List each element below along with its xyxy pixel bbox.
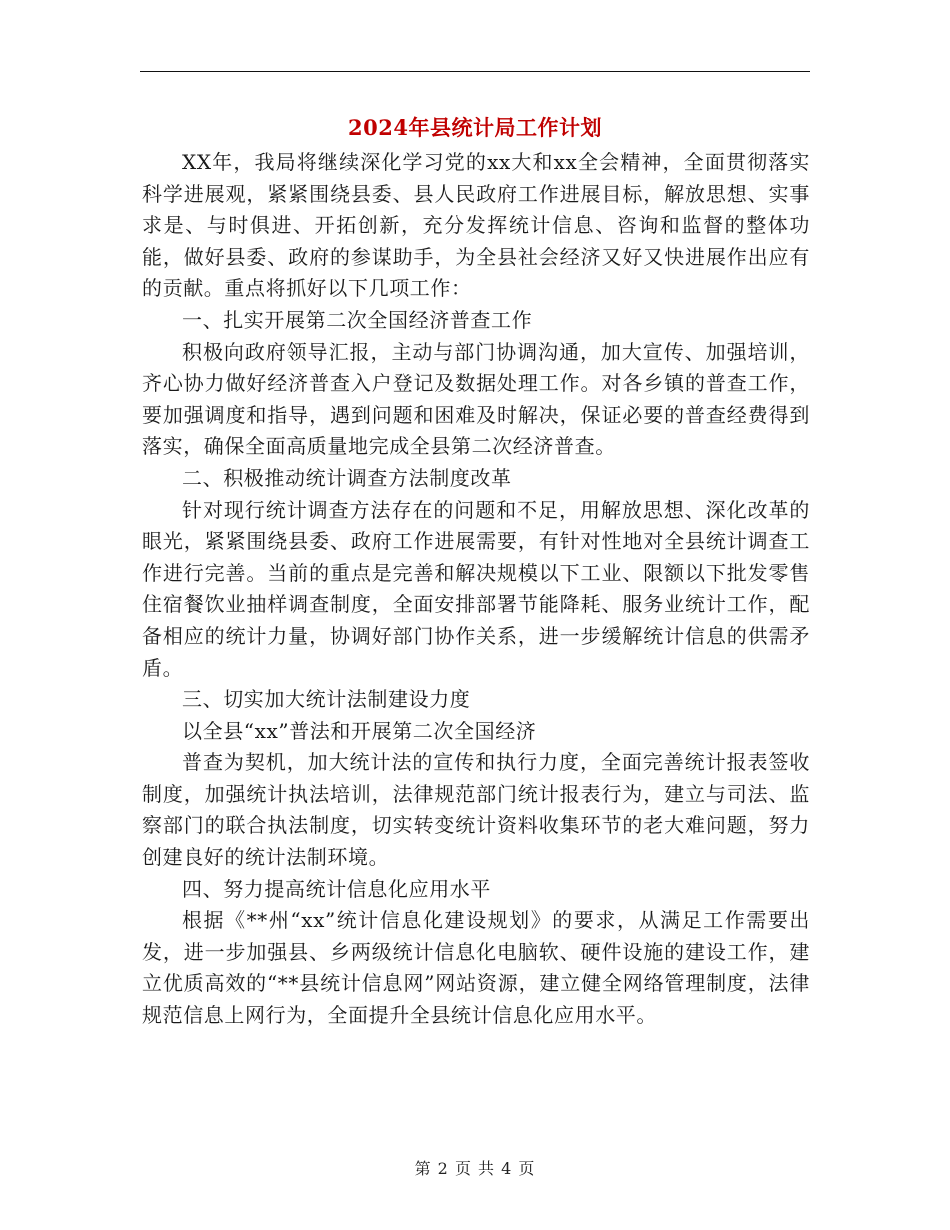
document-title: 2024年县统计局工作计划 — [348, 115, 602, 140]
header-rule — [140, 71, 810, 72]
section-paragraph-4: 根据《**州“xx”统计信息化建设规划》的要求，从满足工作需要出发，进一步加强县、乡两级统计信息化电脑软、硬件设施的建设工作，建立优质高效的“**县统计信息网”网站资源，建立健全网络管理制度，法律规范信息上网行为，全面提升全县统计信息化应用水平。 — [142, 908, 810, 1028]
section-paragraph-3a: 以全县“xx”普法和开展第二次全国经济 — [182, 718, 537, 743]
document-body — [142, 147, 810, 1032]
section-paragraph-2: 针对现行统计调查方法存在的问题和不足，用解放思想、深化改革的眼光，紧紧围绕县委、政府工作进展需要，有针对性地对全县统计调查工作进行完善。当前的重点是完善和解决规模以下工业、限额以下批发零售住宿餐饮业抽样调查制度，全面安排部署节能降耗、服务业统计工作，配备相应的统计力量，协调好部门协作关系，进一步缓解统计信息的供需矛盾。 — [142, 497, 810, 680]
page-number: 第 2 页 共 4 页 — [414, 1159, 536, 1178]
intro-paragraph: XX年，我局将继续深化学习党的xx大和xx全会精神，全面贯彻落实科学进展观，紧紧围绕县委、县人民政府工作进展目标，解放思想、实事求是、与时俱进、开拓创新，充分发挥统计信息、咨询和监督的整体功能，做好县委、政府的参谋助手，为全县社会经济又好又快进展作出应有的贡献。重点将抓好以下几项工作： — [142, 150, 810, 301]
section-heading-2: 二、积极推动统计调查方法制度改革 — [182, 465, 512, 490]
section-heading-3: 三、切实加大统计法制建设力度 — [182, 687, 471, 712]
section-paragraph-1: 积极向政府领导汇报，主动与部门协调沟通，加大宣传、加强培训，齐心协力做好经济普查入户登记及数据处理工作。对各乡镇的普查工作，要加强调度和指导，遇到问题和困难及时解决，保证必要的普查经费得到落实，确保全面高质量地完成全县第二次经济普查。 — [142, 339, 810, 459]
section-heading-4: 四、努力提高统计信息化应用水平 — [182, 876, 491, 901]
section-paragraph-3b: 普查为契机，加大统计法的宣传和执行力度，全面完善统计报表签收制度，加强统计执法培训，法律规范部门统计报表行为，建立与司法、监察部门的联合执法制度，切实转变统计资料收集环节的老大难问题，努力创建良好的统计法制环境。 — [142, 750, 810, 870]
section-heading-1: 一、扎实开展第二次全国经济普查工作 — [182, 307, 533, 332]
